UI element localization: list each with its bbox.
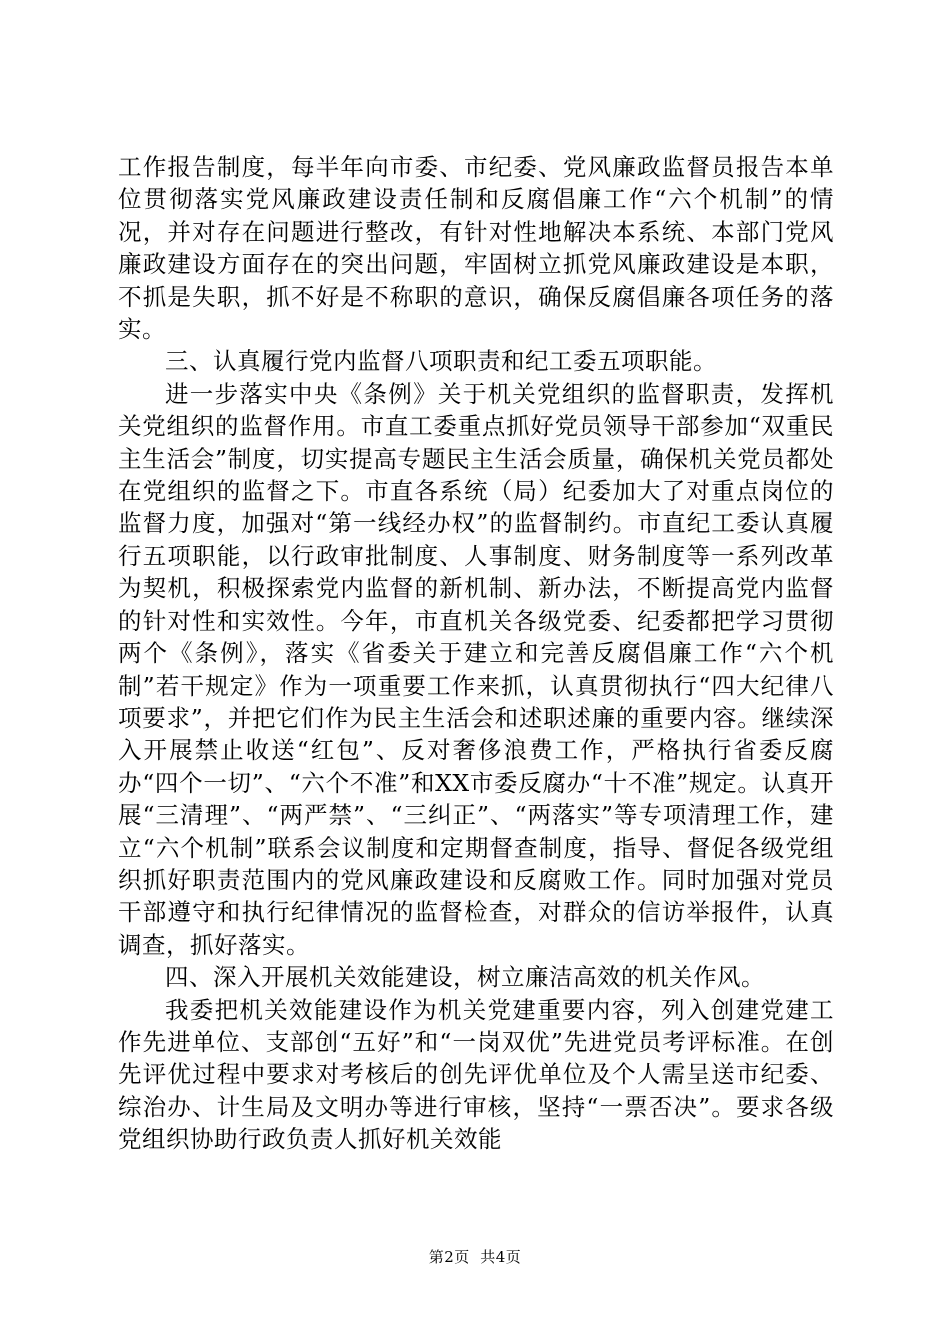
section-heading-four: 四、深入开展机关效能建设，树立廉洁高效的机关作风。 bbox=[165, 963, 765, 992]
section-heading-three: 三、认真履行党内监督八项职责和纪工委五项职能。 bbox=[165, 347, 717, 376]
paragraph-supervision: 进一步落实中央《条例》关于机关党组织的监督职责，发挥机关党组织的监督作用。市直工委重点抓好党员领导干部参加“双重民主生活会”制度，切实提高专题民主生活会质量，确保机关党员都处在党组织的监督之下。市直各系统（局）纪委加大了对重点岗位的监督力度，加强对“第一线经办权”的监督制约。市直纪工委认真履行五项职能，以行政审批制度、人事制度、财务制度等一系列改革为契机，积极探索党内监督的新机制、新办法，不断提高党内监督的针对性和实效性。今年，市直机关各级党委、纪委都把学习贯彻两个《条例》，落实《省委关于建立和完善反腐倡廉工作“六个机制”若干规定》作为一项重要工作来抓，认真贯彻执行“四大纪律八项要求”，并把它们作为民主生活会和述职述廉的重要内容。继续深入开展禁止收送“红包”、反对奢侈浪费工作，严格执行省委反腐办“四个一切”、“六个不准”和XX市委反腐办“十不准”规定。认真开展“三清理”、“两严禁”、“三纠正”、“两落实”等专项清理工作，建立“六个机制”联系会议制度和定期督查制度，指导、督促各级党组织抓好职责范围内的党风廉政建设和反腐败工作。同时加强对党员干部遵守和执行纪律情况的监督检查，对群众的信访举报件，认真调查，抓好落实。 bbox=[118, 379, 834, 959]
paragraph-efficiency: 我委把机关效能建设作为机关党建重要内容，列入创建党建工作先进单位、支部创“五好”和“一岗双优”先进党员考评标准。在创先评优过程中要求对考核后的创先评优单位及个人需呈送市纪委、综治办、计生局及文明办等进行审核，坚持“一票否决”。要求各级党组织协助行政负责人抓好机关效能 bbox=[118, 995, 834, 1154]
document-body bbox=[118, 151, 834, 1156]
paragraph-continuation: 工作报告制度，每半年向市委、市纪委、党风廉政监督员报告本单位贯彻落实党风廉政建设责任制和反腐倡廉工作“六个机制”的情况，并对存在问题进行整改，有针对性地解决本系统、本部门党风廉政建设方面存在的突出问题，牢固树立抓党风廉政建设是本职，不抓是失职，抓不好是不称职的意识，确保反腐倡廉各项任务的落实。 bbox=[118, 153, 834, 344]
page-number: 第2页 共4页 bbox=[428, 1248, 522, 1266]
